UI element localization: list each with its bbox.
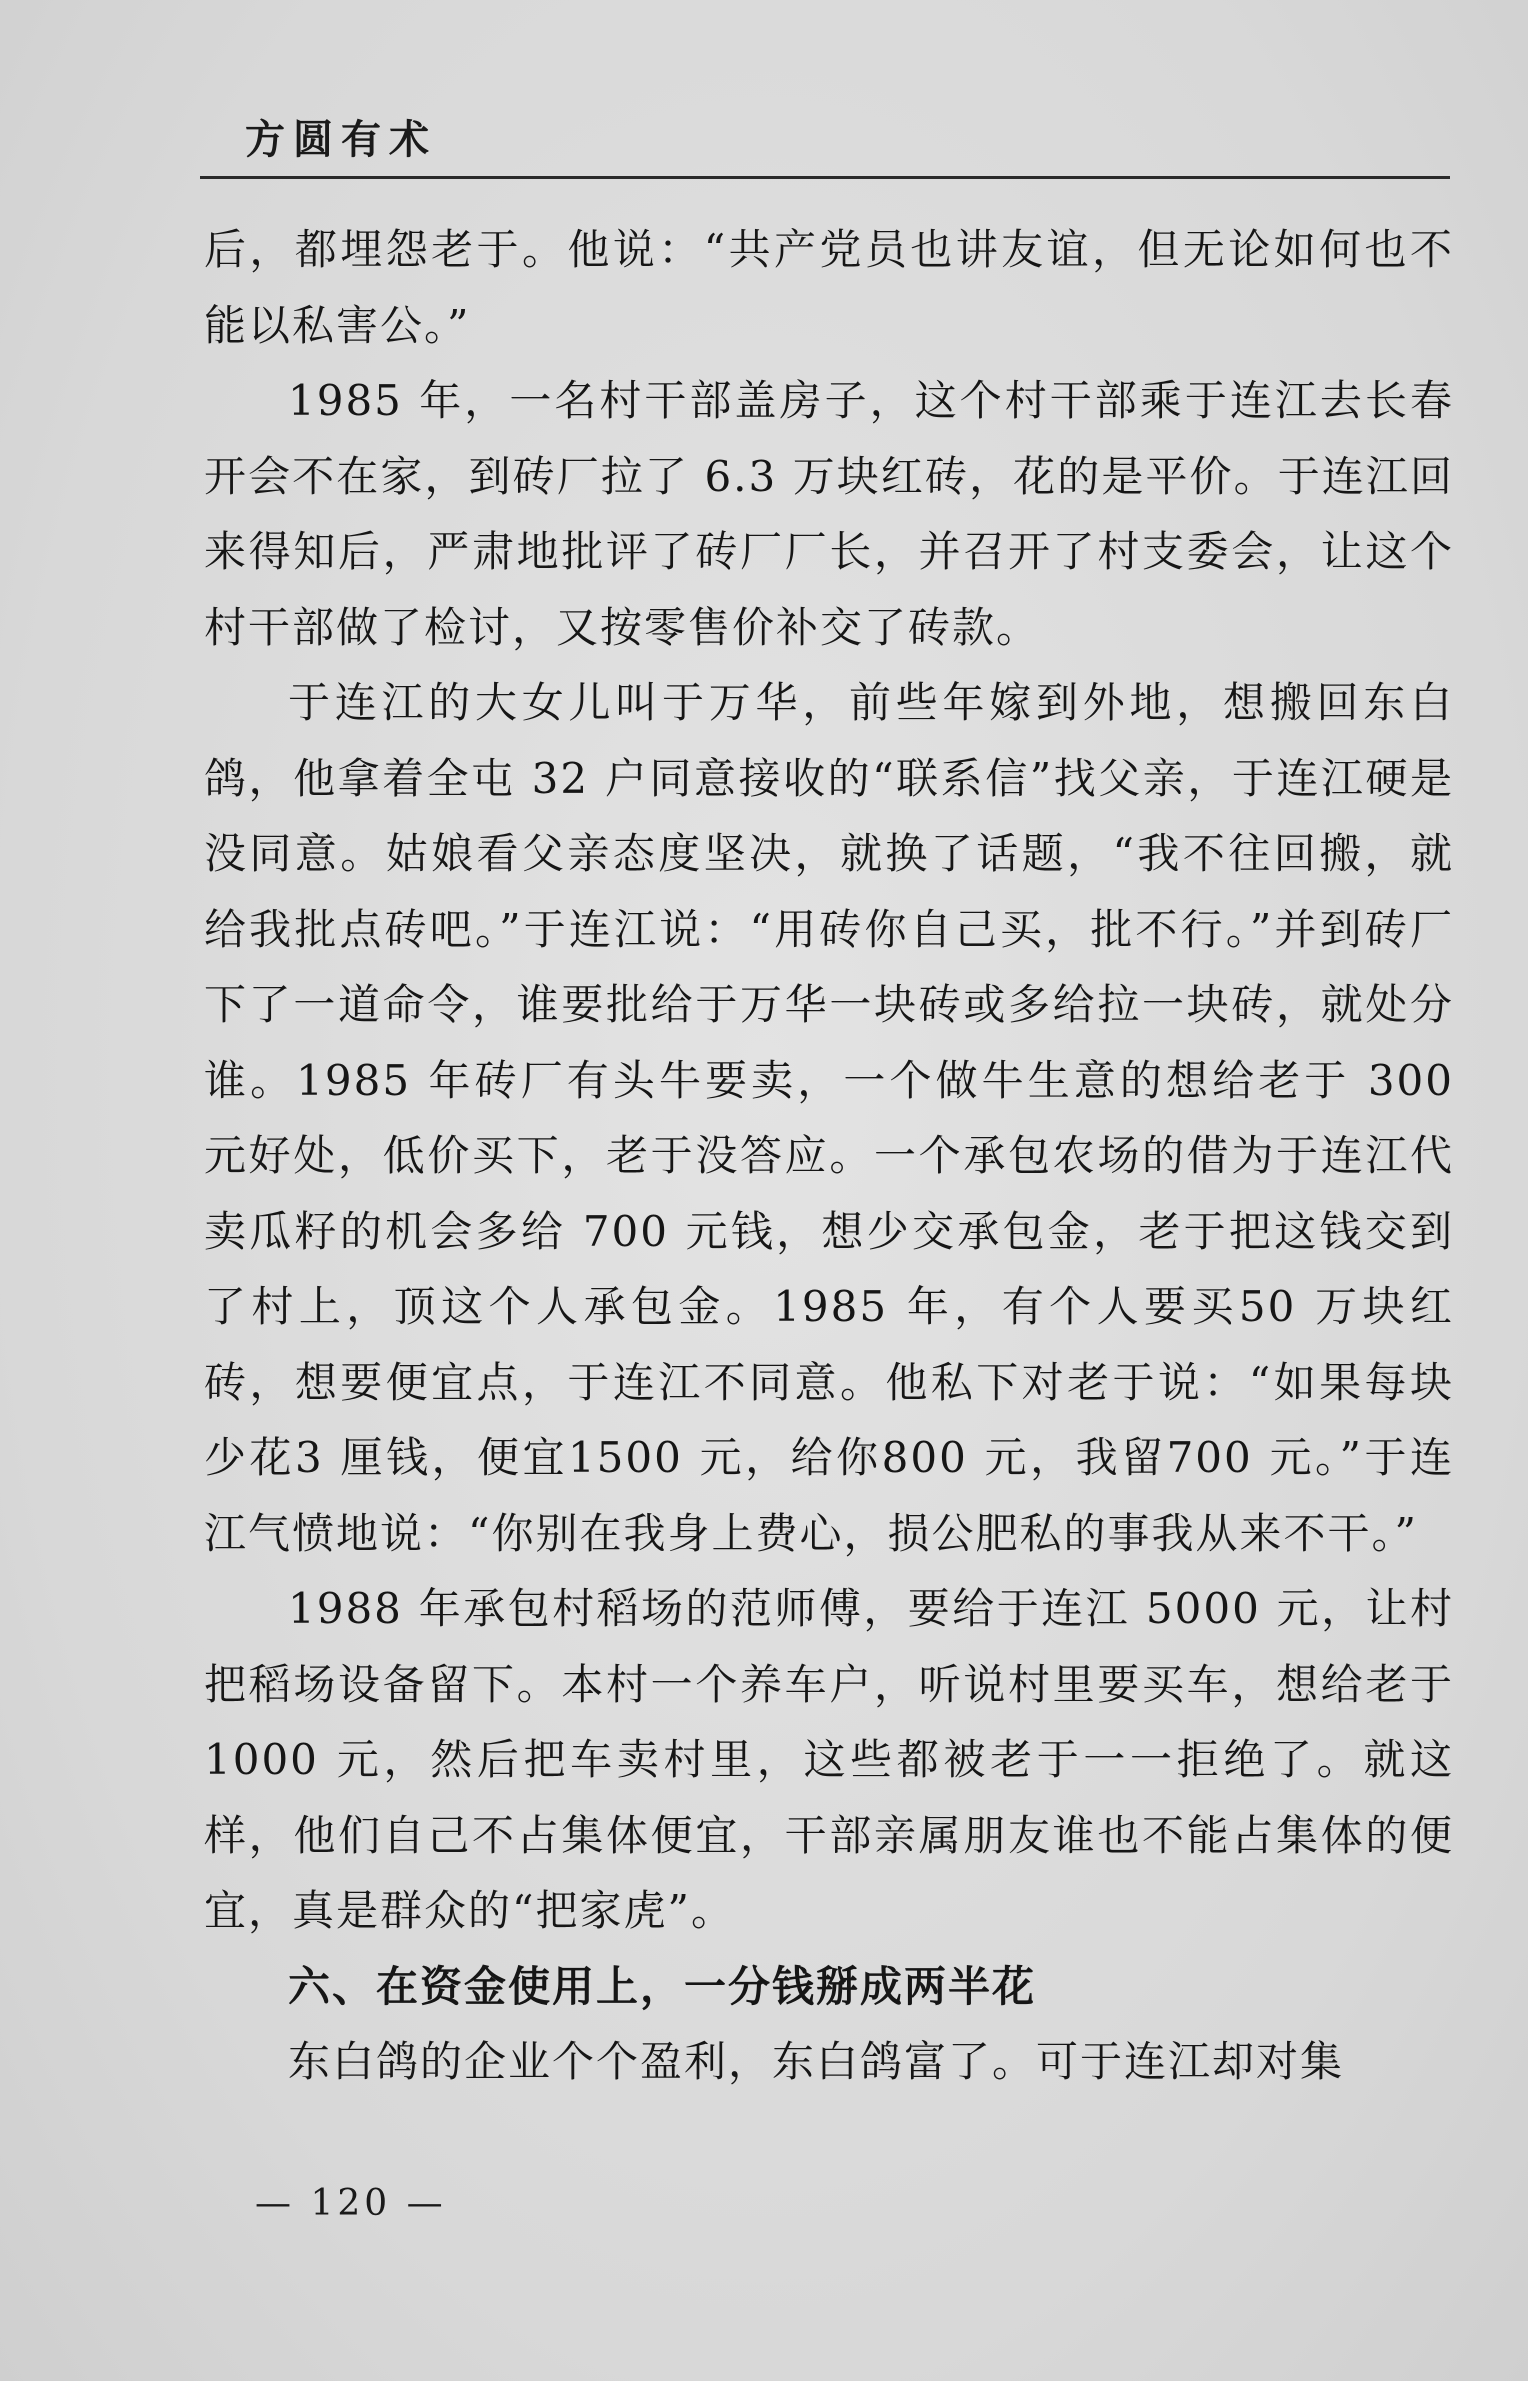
paragraph: 东白鸽的企业个个盈利，东白鸽富了。可于连江却对集 <box>288 2037 1345 2086</box>
header-rule <box>200 176 1450 179</box>
paragraph: 1988 年承包村稻场的范师傅，要给于连江 5000 元，让村把稻场设备留下。本村一个养车户，听说村里要买车，想给老于 1000 元，然后把车卖村里，这些都被老于一一拒绝了。就这样，他们自己不占集体便宜，干部亲属朋友谁也不能占集体的便宜，真是群众的“把家虎”。 <box>204 1584 1454 1935</box>
paragraph: 后，都埋怨老于。他说：“共产党员也讲友谊，但无论如何也不能以私害公。” <box>204 225 1454 350</box>
section-heading: 六、在资金使用上，一分钱掰成两半花 <box>288 1961 1037 2011</box>
running-title: 方圆有术 <box>245 117 437 163</box>
page-body <box>204 212 1454 2100</box>
page-number: — 120 — <box>255 2183 447 2224</box>
paragraph: 1985 年，一名村干部盖房子，这个村干部乘于连江去长春开会不在家，到砖厂拉了 6.3 万块红砖，花的是平价。于连江回来得知后，严肃地批评了砖厂厂长，并召开了村支委会，让这个村干部做了检讨，又按零售价补交了砖款。 <box>204 376 1454 652</box>
paragraph: 于连江的大女儿叫于万华，前些年嫁到外地，想搬回东白鸽，他拿着全屯 32 户同意接收的“联系信”找父亲，于连江硬是没同意。姑娘看父亲态度坚决，就换了话题，“我不往回搬，就给我批点砖吧。”于连江说：“用砖你自己买，批不行。”并到砖厂下了一道命令，谁要批给于万华一块砖或多给拉一块砖，就处分谁。1985 年砖厂有头牛要卖，一个做牛生意的想给老于 300 元好处，低价买下，老于没答应。一个承包农场的借为于连江代卖瓜籽的机会多给 700 元钱，想少交承包金，老于把这钱交到了村上，顶这个人承包金。1985 年，有个人要买50 万块红砖，想要便宜点，于连江不同意。他私下对老于说：“如果每块少花3 厘钱，便宜1500 元，给你800 元，我留700 元。”于连江气愤地说：“你别在我身上费心，损公肥私的事我从来不干。” <box>204 678 1454 1558</box>
